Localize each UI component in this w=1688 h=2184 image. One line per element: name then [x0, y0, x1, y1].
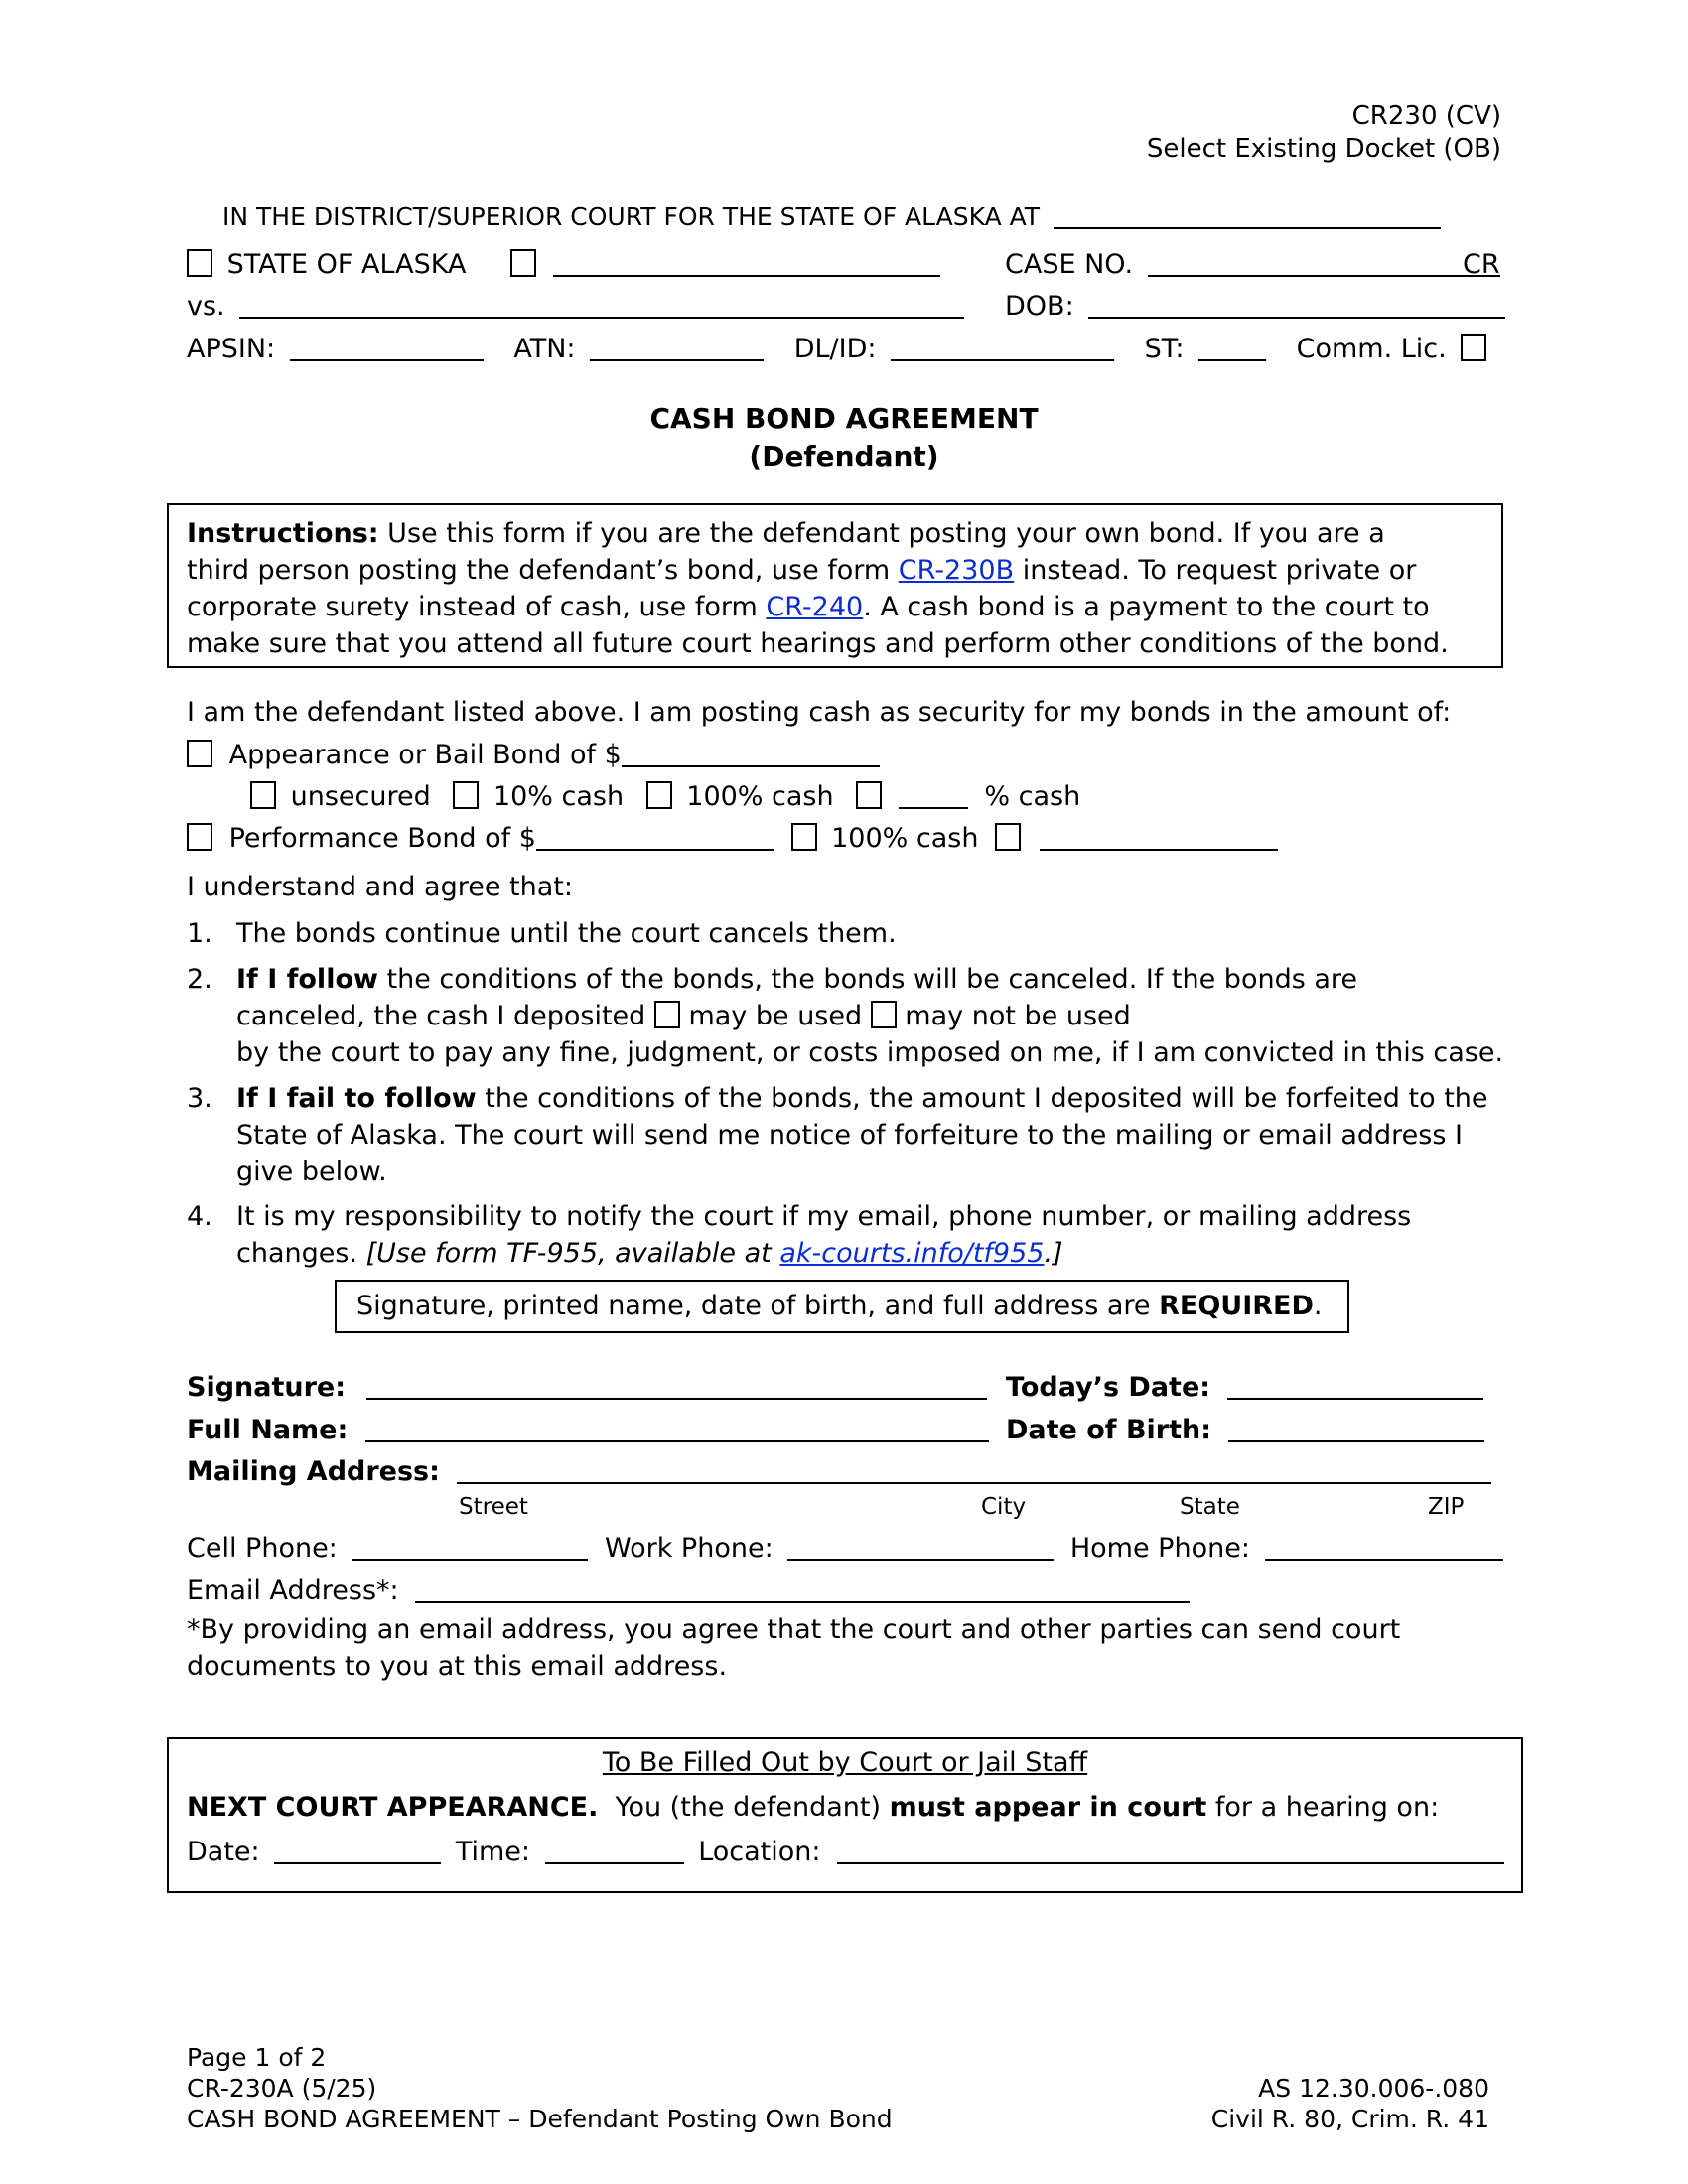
- todays-date-label: Today’s Date:: [1006, 1372, 1211, 1403]
- item-text: changes.: [236, 1238, 366, 1269]
- email-address-field[interactable]: [415, 1575, 1190, 1603]
- mailing-address-label: Mailing Address:: [187, 1456, 440, 1487]
- instructions-text-1: Use this form if you are the defendant posting your own bond. If you are a: [378, 518, 1385, 549]
- required-notice-box: [335, 1280, 1349, 1333]
- hearing-time-field[interactable]: [545, 1837, 684, 1864]
- must-appear-bold: must appear in court: [889, 1792, 1207, 1823]
- item-3-line-3: give below.: [236, 1157, 387, 1187]
- court-line: [222, 202, 1441, 231]
- item-bold: If I follow: [236, 964, 378, 995]
- required-notice-text: [356, 1291, 1323, 1321]
- cr-240-link[interactable]: CR-240: [766, 592, 864, 622]
- signature-label: Signature:: [187, 1372, 347, 1403]
- agree-item-3: [187, 1080, 1488, 1190]
- appearance-bond-label: Appearance or Bail Bond of $: [228, 740, 622, 770]
- home-phone-label: Home Phone:: [1069, 1533, 1250, 1564]
- page-subtitle: (Defendant): [749, 440, 939, 473]
- instructions-text-2b: instead. To request private or: [1014, 555, 1417, 586]
- home-phone-field[interactable]: [1265, 1533, 1503, 1561]
- hearing-location-label: Location:: [698, 1837, 821, 1867]
- unsecured-checkbox[interactable]: [250, 781, 276, 809]
- form-code: CR230 (CV): [1351, 101, 1501, 131]
- phones-row: [187, 1533, 1503, 1564]
- performance-bond-row: [187, 823, 1278, 854]
- item-italic-end: .]: [1044, 1238, 1063, 1269]
- case-no-label: CASE NO.: [1005, 249, 1134, 280]
- item-4-line-1: [187, 1198, 1411, 1235]
- agree-intro: I understand and agree that:: [187, 872, 573, 902]
- ten-percent-cash-checkbox[interactable]: [453, 781, 479, 809]
- email-address-label: Email Address*:: [187, 1575, 399, 1606]
- bond-intro: I am the defendant listed above. I am posting cash as security for my bonds in the amount of:: [187, 697, 1452, 728]
- item-2-line-1: [187, 961, 1503, 998]
- dob-sig-row: [1006, 1415, 1484, 1445]
- item-2-line-3: by the court to pay any fine, judgment, or costs imposed on me, if I am convicted in this case.: [236, 1037, 1504, 1068]
- performance-bond-amount-field[interactable]: [536, 823, 774, 851]
- next-appearance-end: for a hearing on:: [1206, 1792, 1440, 1823]
- instructions-line-1: [187, 515, 1449, 552]
- party-row: [187, 249, 940, 280]
- work-phone-field[interactable]: [787, 1533, 1054, 1561]
- staff-box: [167, 1737, 1523, 1893]
- staff-heading: To Be Filled Out by Court or Jail Staff: [602, 1747, 1088, 1778]
- signature-row: [187, 1372, 987, 1403]
- case-no-field[interactable]: [1148, 249, 1500, 280]
- comm-lic-label: Comm. Lic.: [1296, 334, 1447, 364]
- dlid-label: DL/ID:: [793, 334, 877, 364]
- hundred-percent-cash-label: 100% cash: [686, 781, 834, 812]
- case-suffix: CR: [1463, 249, 1500, 280]
- item-number: 1.: [187, 918, 212, 949]
- item-3-line-1: [187, 1080, 1488, 1117]
- mailing-row: [187, 1456, 1491, 1487]
- vs-row: [187, 291, 964, 322]
- hearing-date-label: Date:: [187, 1837, 260, 1867]
- tf955-link[interactable]: ak-courts.info/tf955: [779, 1238, 1045, 1269]
- email-note-1: *By providing an email address, you agree that the court and other parties can send court: [187, 1614, 1401, 1645]
- appearance-bond-row: [187, 740, 880, 770]
- apsin-field[interactable]: [290, 334, 484, 361]
- state-caption: State: [1180, 1494, 1240, 1520]
- footer-rules: Civil R. 80, Crim. R. 41: [1210, 2105, 1489, 2133]
- email-note-2: documents to you at this email address.: [187, 1651, 728, 1682]
- item-number: 3.: [187, 1083, 212, 1114]
- item-4-line-2: [187, 1235, 1411, 1272]
- item-text: the conditions of the bonds, the bonds will be canceled. If the bonds are: [377, 964, 1358, 995]
- perf-other-checkbox[interactable]: [995, 823, 1021, 851]
- may-be-used-label: may be used: [679, 1001, 871, 1031]
- mailing-address-field[interactable]: [457, 1456, 1491, 1484]
- city-caption: City: [981, 1494, 1027, 1520]
- defendant-name-field[interactable]: [239, 291, 964, 319]
- full-name-row: [187, 1415, 989, 1445]
- apsin-label: APSIN:: [187, 334, 276, 364]
- instructions-text-2a: third person posting the defendant’s bond, use form: [187, 555, 899, 586]
- full-name-label: Full Name:: [187, 1415, 349, 1445]
- docket-label: Select Existing Docket (OB): [1146, 134, 1501, 164]
- perf-other-field[interactable]: [1040, 823, 1278, 851]
- full-name-field[interactable]: [365, 1415, 989, 1442]
- may-be-used-checkbox[interactable]: [654, 1001, 680, 1028]
- agree-item-4: [187, 1198, 1411, 1272]
- item-text: canceled, the cash I deposited: [236, 1001, 654, 1031]
- state-of-alaska-checkbox[interactable]: [187, 249, 212, 277]
- email-row: [187, 1575, 1190, 1606]
- footer-form-id: CR-230A (5/25): [187, 2074, 377, 2103]
- item-number: 2.: [187, 964, 212, 995]
- appearance-type-row: [250, 781, 1080, 812]
- instructions-line-4: make sure that you attend all future court hearings and perform other conditions of the bond.: [187, 628, 1449, 659]
- hundred-percent-cash-checkbox[interactable]: [646, 781, 672, 809]
- may-not-be-used-label: may not be used: [896, 1001, 1131, 1031]
- court-location-field[interactable]: [1054, 202, 1441, 229]
- header-dob-field[interactable]: [1088, 291, 1505, 319]
- dlid-field[interactable]: [891, 334, 1114, 361]
- next-appearance-bold: NEXT COURT APPEARANCE.: [187, 1792, 599, 1823]
- state-of-alaska-label: STATE OF ALASKA: [226, 249, 467, 280]
- atn-label: ATN:: [513, 334, 576, 364]
- custom-percent-cash-label: % cash: [984, 781, 1081, 812]
- appearance-bond-checkbox[interactable]: [187, 740, 212, 767]
- agree-item-2: [187, 961, 1503, 1071]
- instructions-label: Instructions:: [187, 518, 379, 549]
- footer-page: Page 1 of 2: [187, 2043, 327, 2072]
- hearing-location-field[interactable]: [837, 1837, 1504, 1864]
- st-field[interactable]: [1198, 334, 1266, 361]
- instructions-text-3b: . A cash bond is a payment to the court to: [863, 592, 1430, 622]
- vs-label: vs.: [187, 291, 225, 322]
- atn-field[interactable]: [590, 334, 764, 361]
- instructions-line-2: [187, 552, 1449, 589]
- item-bold: If I fail to follow: [236, 1083, 477, 1114]
- perf-hundred-cash-checkbox[interactable]: [791, 823, 817, 851]
- next-appearance-line: [187, 1792, 1439, 1823]
- item-3-line-2: State of Alaska. The court will send me notice of forfeiture to the mailing or email address I: [236, 1120, 1463, 1151]
- hearing-row: [187, 1837, 1504, 1867]
- work-phone-label: Work Phone:: [604, 1533, 774, 1564]
- todays-date-row: [1006, 1372, 1483, 1403]
- item-text: The bonds continue until the court cancels them.: [236, 918, 897, 949]
- other-plaintiff-checkbox[interactable]: [510, 249, 536, 277]
- instructions-text: [187, 515, 1449, 662]
- hearing-date-field[interactable]: [274, 1837, 441, 1864]
- date-of-birth-label: Date of Birth:: [1006, 1415, 1212, 1445]
- custom-percent-cash-checkbox[interactable]: [856, 781, 882, 809]
- agree-item-1: [187, 918, 897, 949]
- cell-phone-label: Cell Phone:: [187, 1533, 338, 1564]
- required-text: Signature, printed name, date of birth, and full address are: [356, 1291, 1160, 1321]
- item-2-line-2: [187, 998, 1503, 1034]
- other-plaintiff-field[interactable]: [553, 249, 940, 277]
- footer-statute: AS 12.30.006-.080: [1258, 2074, 1489, 2103]
- instructions-line-3: [187, 589, 1449, 625]
- unsecured-label: unsecured: [290, 781, 431, 812]
- ten-percent-cash-label: 10% cash: [492, 781, 625, 812]
- ids-row: [187, 334, 1486, 364]
- item-text: It is my responsibility to notify the court if my email, phone number, or mailing address: [236, 1201, 1412, 1232]
- signature-field[interactable]: [366, 1372, 987, 1400]
- item-number: 4.: [187, 1201, 212, 1232]
- dob-label: DOB:: [1005, 291, 1074, 322]
- cell-phone-field[interactable]: [352, 1533, 588, 1561]
- may-not-be-used-checkbox[interactable]: [871, 1001, 897, 1028]
- appearance-bond-amount-field[interactable]: [622, 740, 880, 767]
- comm-lic-checkbox[interactable]: [1461, 334, 1486, 361]
- court-line-text: IN THE DISTRICT/SUPERIOR COURT FOR THE STATE OF ALASKA AT: [222, 203, 1041, 231]
- instructions-text-3a: corporate surety instead of cash, use form: [187, 592, 767, 622]
- date-of-birth-field[interactable]: [1228, 1415, 1484, 1442]
- required-bold: REQUIRED: [1159, 1291, 1314, 1321]
- todays-date-field[interactable]: [1227, 1372, 1483, 1400]
- item-italic: [Use form TF-955, available at: [365, 1238, 780, 1269]
- custom-percent-field[interactable]: [899, 781, 968, 809]
- performance-bond-label: Performance Bond of $: [228, 823, 536, 854]
- required-end: .: [1313, 1291, 1323, 1321]
- item-text: the conditions of the bonds, the amount I deposited will be forfeited to the: [476, 1083, 1488, 1114]
- instructions-box: [167, 503, 1503, 668]
- page-title: CASH BOND AGREEMENT: [649, 402, 1039, 435]
- st-label: ST:: [1144, 334, 1185, 364]
- perf-hundred-cash-label: 100% cash: [831, 823, 979, 854]
- performance-bond-checkbox[interactable]: [187, 823, 212, 851]
- zip-caption: ZIP: [1428, 1494, 1465, 1520]
- cr-230b-link[interactable]: CR-230B: [898, 555, 1015, 586]
- footer-form-title: CASH BOND AGREEMENT – Defendant Posting Own Bond: [187, 2105, 893, 2133]
- hearing-time-label: Time:: [455, 1837, 531, 1867]
- case-no-row: [1005, 249, 1500, 280]
- dob-row: [1005, 291, 1505, 322]
- next-appearance-text: You (the defendant): [598, 1792, 890, 1823]
- street-caption: Street: [459, 1494, 528, 1520]
